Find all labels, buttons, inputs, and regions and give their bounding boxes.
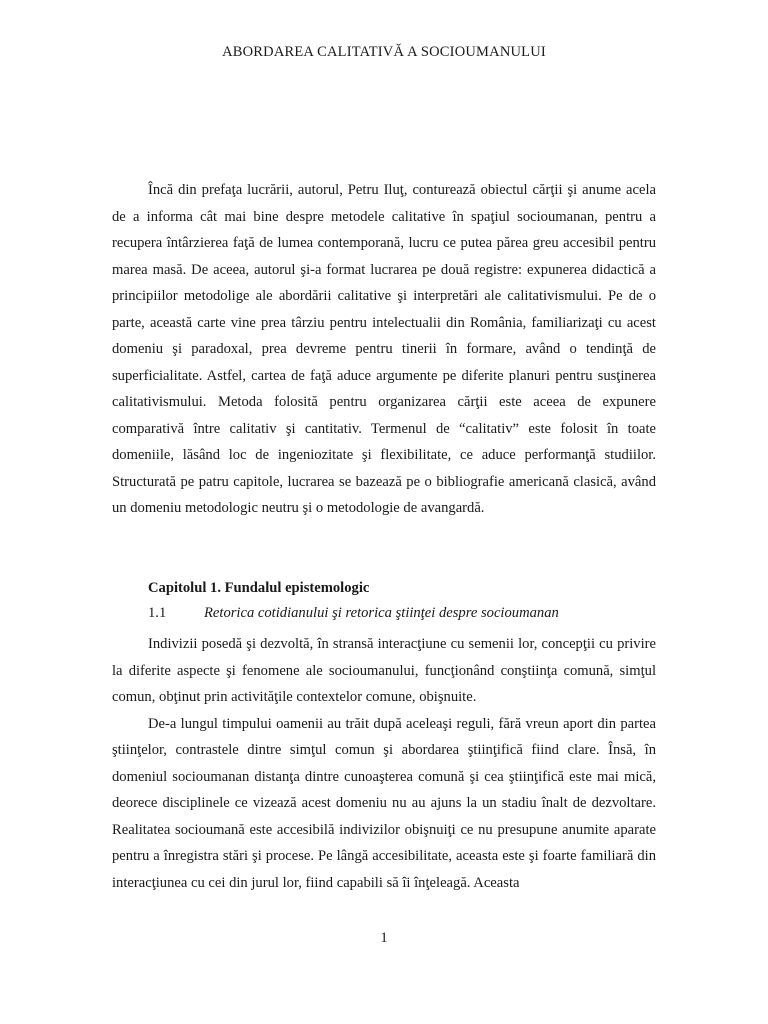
section-paragraph-2: De-a lungul timpului oamenii au trăit după aceleaşi reguli, fără vreun aport din partea ştiinţelor, contrastele dintre simţul comun şi abordarea ştiinţifică fiind clare. Însă, în domeniul socioumanan distanţa dintre cunoaşterea comună şi cea ştiinţifică este mai mică, deorece disciplinele ce vizează acest domeniu nu au ajuns la un stadiu înalt de dezvoltare. Realitatea socioumană este accesibilă indivizilor obişnuiţi ce nu presupune anumite aparate pentru a înregistra stări şi procese. Pe lângă accesibilitate, aceasta este şi foarte familiară din interacţiunea cu cei din jurul lor, fiind capabili să îi înţeleagă. Aceasta	[112, 715, 656, 891]
section-paragraph-1: Indivizii posedă şi dezvoltă, în stransă interacţiune cu semenii lor, concepţii cu privire la diferite aspecte şi fenomene ale socioumanului, funcţionând conştiinţa comună, simţul comun, obţinut prin activităţile contextelor comune, obişnuite.	[112, 636, 656, 705]
intro-section	[112, 177, 656, 522]
section-heading	[148, 605, 559, 622]
document-title: ABORDAREA CALITATIVĂ A SOCIOUMANULUI	[222, 44, 546, 60]
chapter-heading: Capitolul 1. Fundalul epistemologic	[148, 580, 370, 596]
intro-paragraph: Încă din prefaţa lucrării, autorul, Petru Iluţ, conturează obiectul cărţii şi anume acela de a informa cât mai bine despre metodele calitative în spaţiul socioumanan, pentru a recupera întârzierea faţă de lumea contemporană, lucru ce putea părea greu accesibil pentru marea masă. De aceea, autorul şi-a format lucrarea pe două registre: expunerea didactică a principiilor metodolige ale abordării calitative şi interpretări ale calitativismului. Pe de o parte, această carte vine prea târziu pentru intelectualii din România, familiarizaţi cu acest domeniu şi paradoxal, prea devreme pentru tinerii în formare, având o tendinţă de superficialitate. Astfel, cartea de faţă aduce argumente pe diferite planuri pentru susţinerea calitativismului. Metoda folosită pentru organizarea cărţii este aceea de expunere comparativă între calitativ şi cantitativ. Termenul de “calitativ” este folosit în toate domeniile, lăsând loc de ingeniozitate şi flexibilitate, ce aduce performanţă studiilor. Structurată pe patru capitole, lucrarea se bazează pe o bibliografie americană clasică, având un domeniu metodologic neutru şi o metodologie de avangardă.	[112, 182, 656, 516]
section-body	[112, 631, 656, 896]
section-title: Retorica cotidianului şi retorica ştiinţei despre socioumanan	[204, 605, 559, 621]
section-number: 1.1	[148, 605, 167, 621]
page-number: 1	[380, 930, 388, 946]
